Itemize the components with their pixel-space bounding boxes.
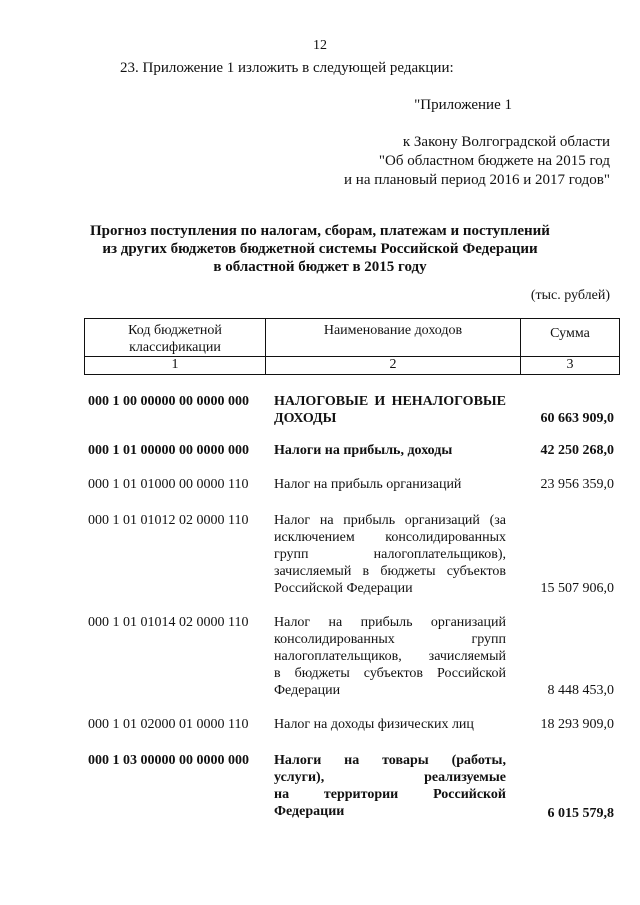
row-amount: 8 448 453,0 <box>547 683 614 698</box>
header-sum: Сумма <box>550 326 590 341</box>
row-amount: 42 250 268,0 <box>540 443 614 458</box>
row-code: 000 1 00 00000 00 0000 000 <box>88 394 249 409</box>
row-name-line: налогоплательщиков, зачисляемый <box>274 649 506 664</box>
row-name-line: ДОХОДЫ <box>274 411 337 426</box>
row-name-line: Налоги на прибыль, доходы <box>274 443 453 458</box>
row-name <box>274 512 506 597</box>
header-code-line-1: Код бюджетной <box>128 323 222 338</box>
table-row <box>88 752 614 820</box>
row-name <box>274 752 506 820</box>
table-row <box>88 614 614 699</box>
row-name-line: Налог на прибыль организаций (за <box>274 513 506 528</box>
law-reference-line-1: к Закону Волгоградской области <box>402 134 610 150</box>
row-code: 000 1 01 01000 00 0000 110 <box>88 477 249 492</box>
header-code <box>85 322 265 356</box>
table-row <box>88 716 614 733</box>
row-name-line: Налог на прибыль организаций <box>274 615 506 630</box>
row-name <box>274 442 506 459</box>
page-number: 12 <box>313 38 327 53</box>
row-code: 000 1 01 01014 02 0000 110 <box>88 615 249 630</box>
header-name: Наименование доходов <box>323 323 463 338</box>
row-name <box>274 716 506 733</box>
table-row <box>88 442 614 459</box>
row-name-line: Налог на доходы физических лиц <box>274 717 474 732</box>
row-name-line: исключением консолидированных <box>274 530 506 545</box>
row-name-line: на территории Российской <box>274 787 506 802</box>
row-name-line: Федерации <box>274 804 345 819</box>
document-title-line-1: Прогноз поступления по налогам, сборам, платежам и поступлений <box>90 223 550 239</box>
intro-line: 23. Приложение 1 изложить в следующей редакции: <box>120 60 454 76</box>
column-number-1: 1 <box>171 357 179 372</box>
row-code: 000 1 03 00000 00 0000 000 <box>88 753 249 768</box>
law-reference-line-3: и на плановый период 2016 и 2017 годов" <box>344 172 610 188</box>
row-name-line: групп налогоплательщиков), <box>274 547 506 562</box>
row-code: 000 1 01 00000 00 0000 000 <box>88 443 249 458</box>
row-name-line: Налоги на товары (работы, <box>274 753 506 768</box>
row-name-line: консолидированных групп <box>274 632 506 647</box>
header-code-line-2: классификации <box>129 340 221 355</box>
table-column-numbers-rule <box>84 374 620 375</box>
table-row <box>88 512 614 597</box>
row-amount: 23 956 359,0 <box>540 477 614 492</box>
column-number-3: 3 <box>566 357 574 372</box>
row-name-line: услуги), реализуемые <box>274 770 506 785</box>
table-top-rule <box>84 318 620 319</box>
row-name-line: в бюджеты субъектов Российской <box>274 666 506 681</box>
row-amount: 60 663 909,0 <box>540 411 614 426</box>
row-name-line: Федерации <box>274 683 341 698</box>
row-amount: 15 507 906,0 <box>540 581 614 596</box>
row-name <box>274 393 506 427</box>
law-reference-line-2: "Об областном бюджете на 2015 год <box>378 153 610 169</box>
table-row <box>88 393 614 427</box>
document-title-line-2: из других бюджетов бюджетной системы Российской Федерации <box>102 241 538 257</box>
row-code: 000 1 01 02000 01 0000 110 <box>88 717 249 732</box>
row-name <box>274 614 506 699</box>
document-title-line-3: в областной бюджет в 2015 году <box>213 259 427 275</box>
row-name-line: зачисляемый в бюджеты субъектов <box>274 564 506 579</box>
table-row <box>88 476 614 493</box>
row-name-line: Российской Федерации <box>274 581 413 596</box>
row-name-line: НАЛОГОВЫЕ И НЕНАЛОГОВЫЕ <box>274 394 506 409</box>
law-reference <box>344 133 610 190</box>
row-name <box>274 476 506 493</box>
table-right-border <box>619 318 620 375</box>
appendix-title: "Приложение 1 <box>414 97 512 113</box>
row-amount: 6 015 579,8 <box>547 806 614 821</box>
column-number-2: 2 <box>389 357 397 372</box>
row-code: 000 1 01 01012 02 0000 110 <box>88 513 249 528</box>
row-name-line: Налог на прибыль организаций <box>274 477 462 492</box>
row-amount: 18 293 909,0 <box>540 717 614 732</box>
units-label: (тыс. рублей) <box>530 288 610 303</box>
document-title <box>0 222 640 276</box>
